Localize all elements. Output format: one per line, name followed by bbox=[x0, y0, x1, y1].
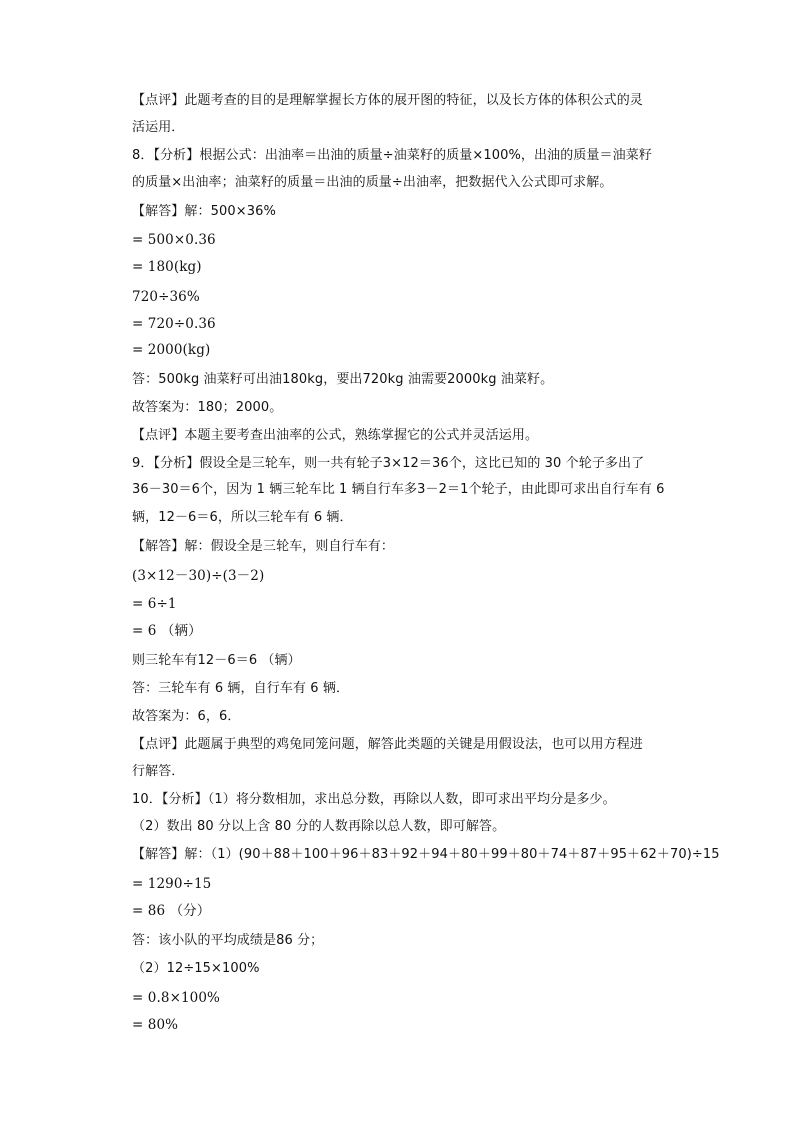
text-line: 8．【分析】根据公式：出油率＝出油的质量÷油菜籽的质量×100%，出油的质量＝油菜籽 bbox=[132, 148, 652, 163]
text-line: 【解答】解：500×36% bbox=[132, 204, 276, 219]
text-line: 【点评】此题属于典型的鸡兔同笼问题，解答此类题的关键是用假设法，也可以用方程进 bbox=[132, 737, 643, 752]
text-line: = 2000(kg) bbox=[132, 342, 211, 358]
text-line: 故答案为：180；2000。 bbox=[132, 400, 283, 415]
text-line: 行解答． bbox=[132, 764, 185, 779]
text-line: = 86 （分） bbox=[132, 903, 211, 919]
text-line: 10．【分析】（1）将分数相加，求出总分数，再除以人数，即可求出平均分是多少。 bbox=[132, 792, 616, 807]
text-line: 【解答】解：假设全是三轮车，则自行车有： bbox=[132, 539, 395, 554]
text-line: = 80% bbox=[132, 1017, 179, 1033]
text-line: = 1290÷15 bbox=[132, 876, 212, 892]
text-line: 36－30＝6个，因为 1 辆三轮车比 1 辆自行车多3－2＝1个轮子，由此即可求出自行车有 6 bbox=[132, 482, 665, 497]
text-line: = 500×0.36 bbox=[132, 232, 216, 248]
text-line: = 720÷0.36 bbox=[132, 316, 216, 332]
text-line: (3×12－30)÷(3－2) bbox=[132, 568, 265, 584]
text-line: 则三轮车有12－6＝6 （辆） bbox=[132, 653, 301, 668]
text-line: 活运用． bbox=[132, 120, 185, 135]
text-line: = 0.8×100% bbox=[132, 990, 220, 1006]
text-line: 故答案为：6，6． bbox=[132, 709, 241, 724]
text-line: = 6 （辆） bbox=[132, 623, 202, 639]
text-line: 【点评】此题考查的目的是理解掌握长方体的展开图的特征，以及长方体的体积公式的灵 bbox=[132, 93, 643, 108]
text-line: 答：该小队的平均成绩是86 分； bbox=[132, 933, 324, 948]
text-line: 【解答】解：（1）(90＋88＋100＋96＋83＋92＋94＋80＋99＋80＋74＋87＋95＋62＋70)÷15 bbox=[132, 847, 720, 862]
text-line: = 6÷1 bbox=[132, 596, 177, 612]
text-line: 辆，12－6＝6，所以三轮车有 6 辆． bbox=[132, 510, 353, 525]
text-line: （2）数出 80 分以上含 80 分的人数再除以总人数，即可解答。 bbox=[132, 819, 506, 834]
text-line: （2）12÷15×100% bbox=[132, 961, 260, 976]
text-line: 【点评】本题主要考查出油率的公式，熟练掌握它的公式并灵活运用。 bbox=[132, 428, 539, 443]
text-line: 的质量×出油率；油菜籽的质量＝出油的质量÷出油率，把数据代入公式即可求解。 bbox=[132, 175, 613, 190]
text-line: 答：500kg 油菜籽可出油180kg，要出720kg 油需要2000kg 油菜籽。 bbox=[132, 372, 554, 387]
text-line: 720÷36% bbox=[132, 289, 200, 305]
text-line: = 180(kg) bbox=[132, 259, 202, 275]
text-line: 答：三轮车有 6 辆，自行车有 6 辆． bbox=[132, 681, 350, 696]
text-line: 9．【分析】假设全是三轮车，则一共有轮子3×12＝36个，这比已知的 30 个轮子多出了 bbox=[132, 456, 645, 471]
